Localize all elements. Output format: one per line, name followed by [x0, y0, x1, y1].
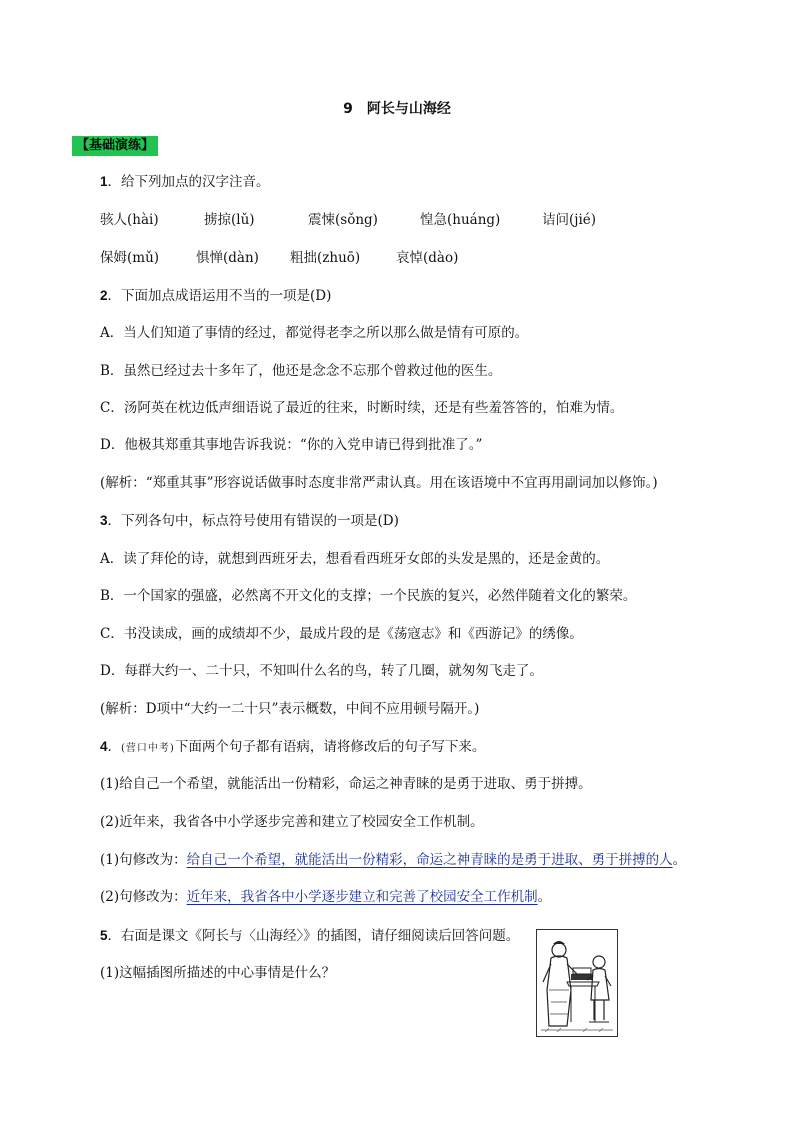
q4-answer-1-text: 给自己一个希望，就能活出一份精彩，命运之神青睐的是勇于进取、勇于拼搏的人 [186, 852, 673, 868]
q3-option-d: D．每群大约一、二十只，不知叫什么名的鸟，转了几圈，就匆匆飞走了。 [100, 663, 543, 679]
q4-number: 4 [100, 739, 108, 754]
pinyin-item: 惶急(huáng) [420, 212, 501, 228]
q4-answer-2-prefix: (2)句修改为： [100, 889, 187, 905]
q2-stem-text: ．下面加点成语运用不当的一项是(D) [107, 288, 332, 304]
q5-stem [100, 926, 519, 946]
q5-number: 5 [100, 928, 108, 943]
pinyin-item: 掳掠(lǔ) [204, 212, 255, 228]
q4-answer-1-prefix: (1)句修改为： [100, 852, 187, 868]
q5-sub-question-1: (1)这幅插图所描述的中心事情是什么？ [100, 965, 336, 981]
q1-number: 1 [100, 174, 108, 189]
lesson-title: 9 阿长与山海经 [343, 101, 451, 117]
section-tag: 【基础演练】 [72, 136, 158, 156]
q4-answer-1-end: 。 [672, 852, 687, 868]
q3-number: 3 [100, 513, 108, 528]
q2-stem [100, 286, 331, 306]
q4-stem-text: 下面两个句子都有语病，请将修改后的句子写下来。 [174, 739, 486, 755]
pinyin-item: 保姆(mǔ) [100, 250, 160, 266]
q4-sentence-1: (1)给自己一个希望，就能活出一份精彩，命运之神青睐的是勇于进取、勇于拼搏。 [100, 776, 592, 792]
q3-stem [100, 511, 399, 531]
pinyin-item: 诘问(jié) [542, 212, 597, 228]
q3-analysis: (解析：D项中“大约一二十只”表示概数，中间不应用顿号隔开。) [100, 701, 480, 717]
q1-stem [100, 172, 270, 192]
q2-option-c: C．汤阿英在枕边低声细语说了最近的往来，时断时续，还是有些羞答答的，怕难为情。 [100, 400, 624, 416]
illustration-image [537, 930, 617, 1036]
q2-option-a: A．当人们知道了事情的经过，都觉得老李之所以那么做是情有可原的。 [100, 325, 529, 341]
q2-number: 2 [100, 288, 108, 303]
pinyin-item: 骇人(hài) [100, 212, 159, 228]
q1-row-2 [100, 248, 458, 268]
q3-stem-text: ．下列各句中，标点符号使用有错误的一项是(D) [107, 513, 399, 529]
q3-option-b: B．一个国家的强盛，必然离不开文化的支撑；一个民族的复兴，必然伴随着文化的繁荣。 [100, 588, 637, 604]
q3-option-a: A．读了拜伦的诗，就想到西班牙去，想看看西班牙女郎的头发是黑的，还是金黄的。 [100, 551, 610, 567]
pinyin-item: 惧惮(dàn) [196, 250, 259, 266]
lesson-illustration [536, 929, 618, 1037]
pinyin-item: 粗拙(zhuō) [290, 250, 361, 266]
q4-source: (营口中考) [121, 743, 175, 754]
q1-row-1 [100, 210, 596, 230]
q4-answer-1 [100, 850, 686, 870]
q2-option-b: B．虽然已经过去十多年了，他还是念念不忘那个曾救过他的医生。 [100, 363, 502, 379]
q4-stem: 4．(营口中考)下面两个句子都有语病，请将修改后的句子写下来。 [100, 739, 486, 755]
q3-option-c: C．书没读成，画的成绩却不少，最成片段的是《荡寇志》和《西游记》的绣像。 [100, 626, 583, 642]
q1-stem-text: ．给下列加点的汉字注音。 [107, 174, 270, 190]
q4-answer-2-end: 。 [537, 889, 552, 905]
q4-answer-2-text: 近年来，我省各中小学逐步建立和完善了校园安全工作机制 [186, 889, 538, 905]
q4-sentence-2: (2)近年来，我省各中小学逐步完善和建立了校园安全工作机制。 [100, 814, 484, 830]
pinyin-item: 震悚(sǒng) [308, 212, 378, 228]
q5-stem-text: ．右面是课文《阿长与〈山海经〉》的插图，请仔细阅读后回答问题。 [107, 928, 520, 944]
q2-analysis: (解析：“郑重其事”形容说话做事时态度非常严肃认真。用在该语境中不宜再用副词加以修饰。) [100, 475, 658, 491]
pinyin-item: 哀悼(dào) [396, 250, 459, 266]
q2-option-d: D．他极其郑重其事地告诉我说：“你的入党申请已得到批准了。” [100, 437, 483, 453]
q4-answer-2 [100, 887, 551, 907]
